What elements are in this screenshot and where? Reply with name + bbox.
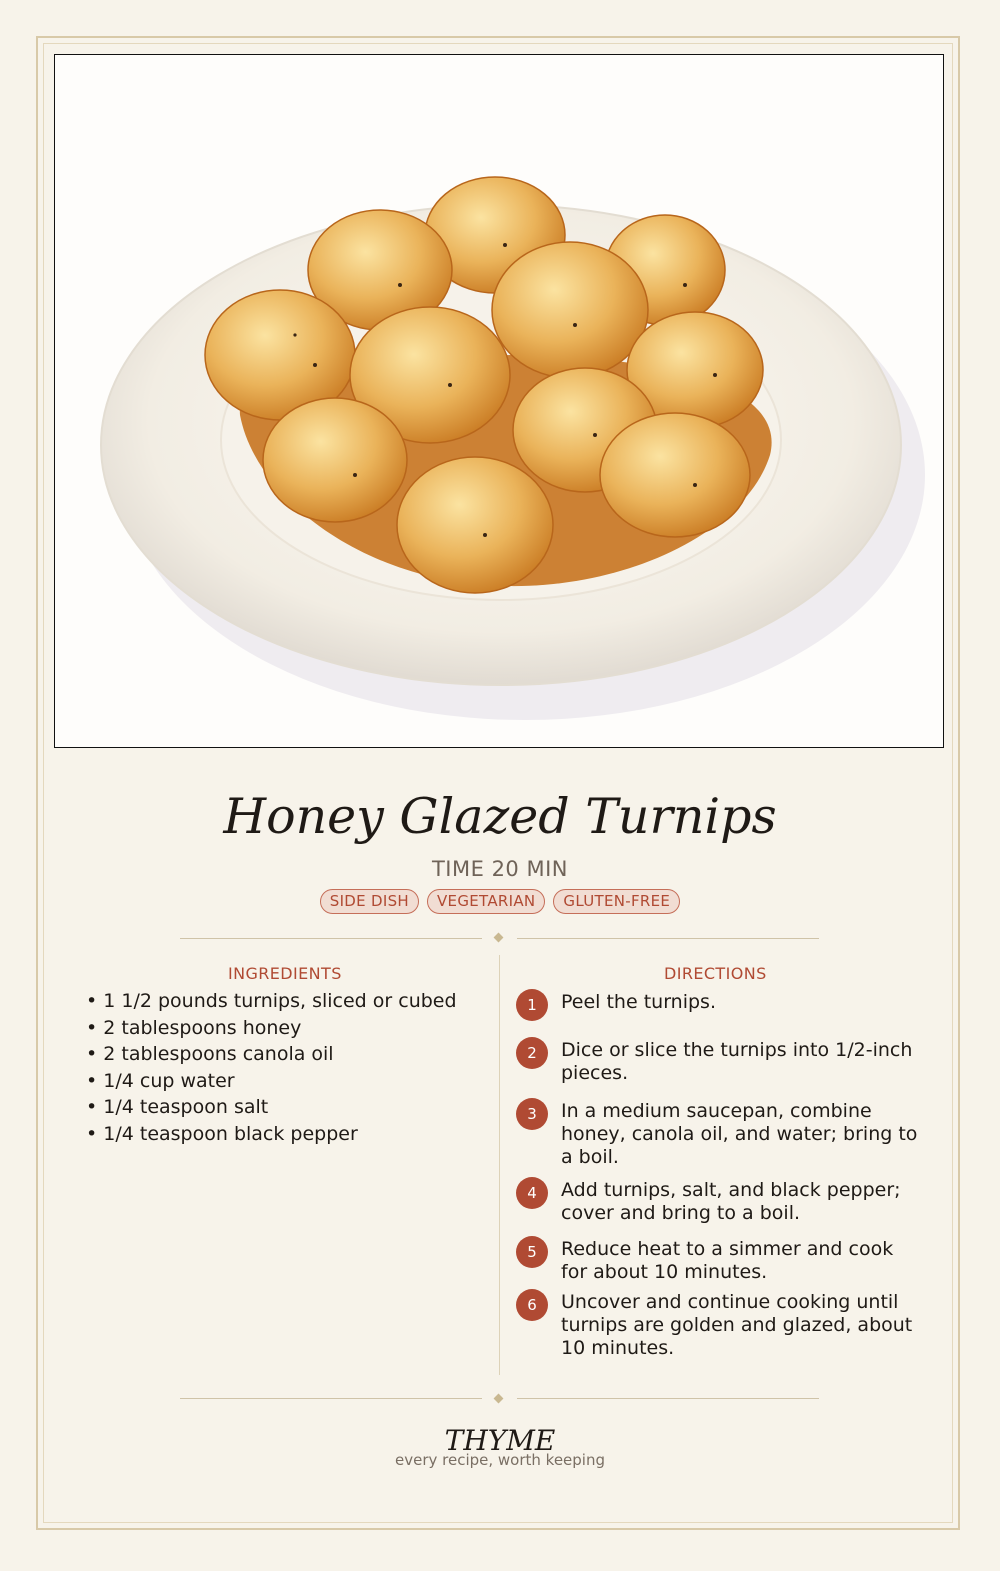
step-text: Dice or slice the turnips into 1/2-inch pieces. <box>561 1039 913 1084</box>
step-number-badge: 2 <box>516 1037 548 1069</box>
step-text: Peel the turnips. <box>561 991 716 1013</box>
tag-list <box>0 889 1000 914</box>
honey-glazed-turnips-illustration <box>55 55 943 747</box>
divider-top-right <box>517 938 819 939</box>
brand-logo: THYME <box>444 1424 556 1457</box>
step-number-badge: 5 <box>516 1236 548 1268</box>
tag-gluten-free: GLUTEN-FREE <box>553 889 680 914</box>
step-number-badge: 6 <box>516 1289 548 1321</box>
ingredient-item: • 2 tablespoons honey <box>86 1015 457 1042</box>
ingredient-item: • 1/4 cup water <box>86 1068 457 1095</box>
ingredient-item: • 1/4 teaspoon black pepper <box>86 1121 457 1148</box>
dish-photo <box>54 54 944 748</box>
step-number-badge: 3 <box>516 1098 548 1130</box>
recipe-title: Honey Glazed Turnips <box>223 788 777 845</box>
column-divider <box>499 955 500 1375</box>
ingredients-heading: INGREDIENTS <box>228 964 342 983</box>
ingredient-item: • 2 tablespoons canola oil <box>86 1041 457 1068</box>
divider-top-left <box>180 938 482 939</box>
tag-vegetarian: VEGETARIAN <box>427 889 545 914</box>
ingredient-item: • 1 1/2 pounds turnips, sliced or cubed <box>86 988 457 1015</box>
cook-time: TIME 20 MIN <box>431 857 568 881</box>
step-number-badge: 1 <box>516 989 548 1021</box>
step-number-badge: 4 <box>516 1177 548 1209</box>
step-text: Uncover and continue cooking until turnips are golden and glazed, about 10 minutes. <box>561 1291 913 1359</box>
step-text: In a medium saucepan, combine honey, canola oil, and water; bring to a boil. <box>561 1100 918 1168</box>
divider-bottom-left <box>180 1398 482 1399</box>
tag-side-dish: SIDE DISH <box>320 889 419 914</box>
divider-bottom-right <box>517 1398 819 1399</box>
directions-heading: DIRECTIONS <box>664 964 767 983</box>
step-text: Add turnips, salt, and black pepper; cover and bring to a boil. <box>561 1179 901 1224</box>
ingredients-list <box>86 988 457 1148</box>
ingredient-item: • 1/4 teaspoon salt <box>86 1094 457 1121</box>
step-text: Reduce heat to a simmer and cook for about 10 minutes. <box>561 1238 894 1283</box>
brand-tagline: every recipe, worth keeping <box>394 1451 605 1469</box>
